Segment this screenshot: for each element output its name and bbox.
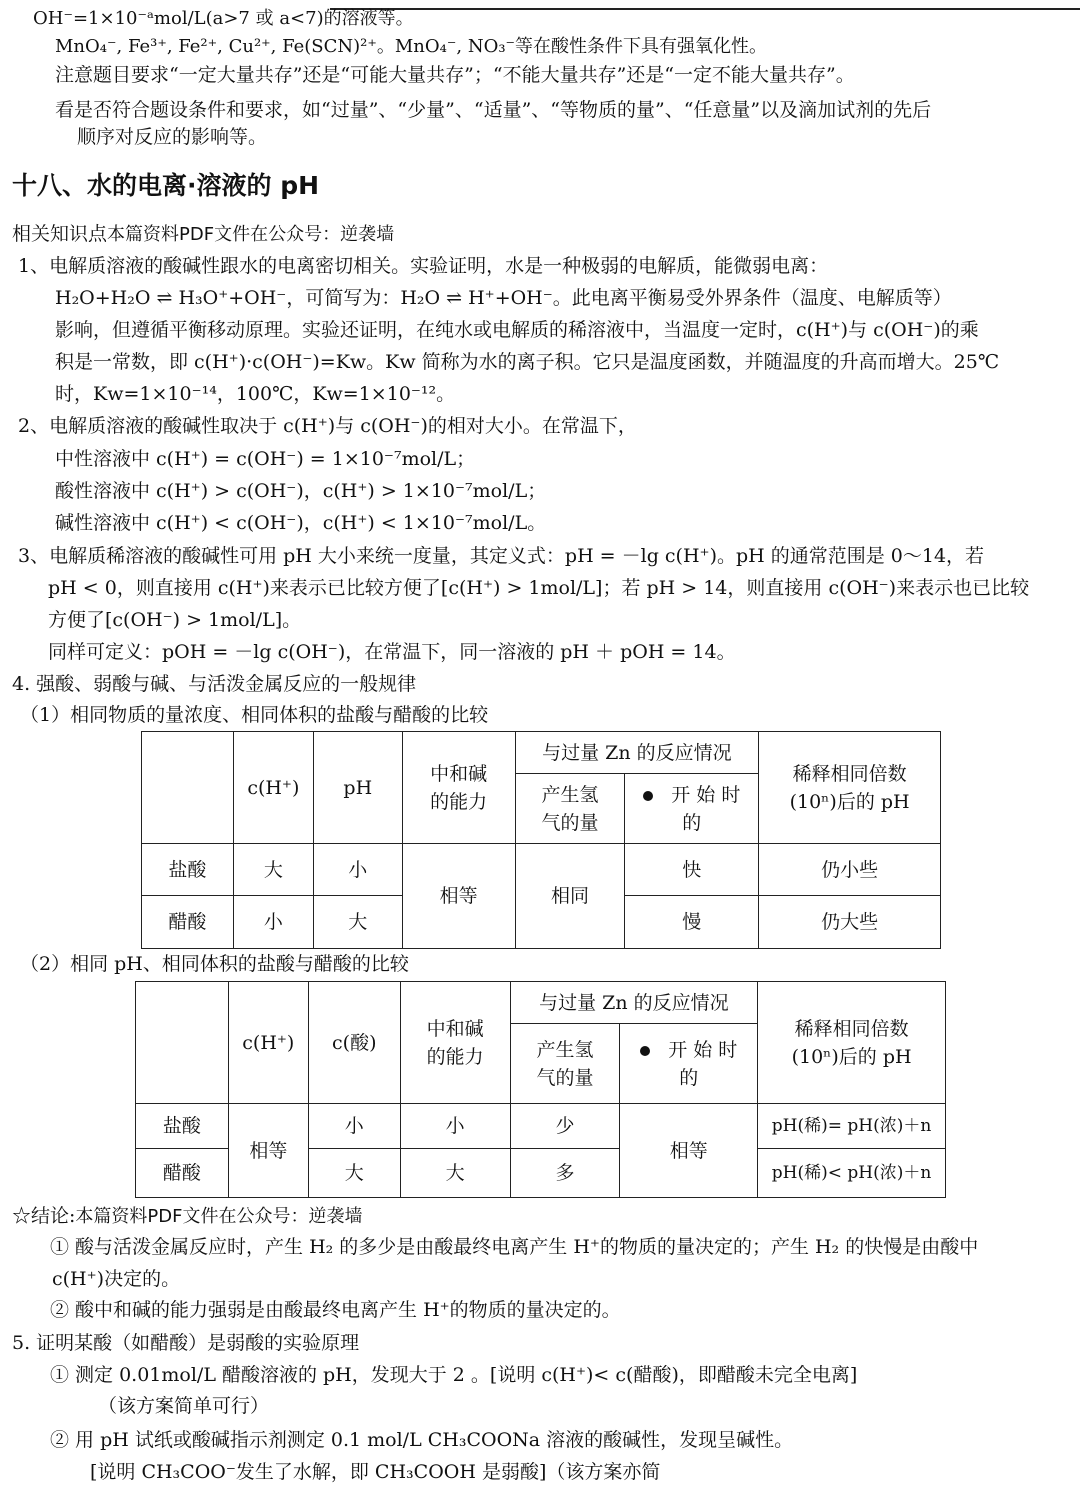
bullet-icon [640, 1046, 650, 1056]
t1-r2-ph: 大 [313, 896, 402, 949]
t2-h-dil: 稀释相同倍数 (10ⁿ)后的 pH [758, 982, 946, 1104]
t2-r2-acid: 大 [308, 1149, 400, 1198]
table1-caption: （1）相同物质的量浓度、相同体积的盐酸与醋酸的比较 [20, 704, 489, 726]
p1-line-2: H₂O+H₂O ⇌ H₃O⁺+OH⁻，可简写为：H₂O ⇌ H⁺+OH⁻。此电离平衡易受外界条件（温度、电解质等） [55, 287, 952, 309]
t1-r1-ph: 小 [313, 844, 402, 896]
section-title: 十八、水的电离·溶液的 pH [12, 171, 320, 200]
t2-corner-cell [136, 982, 229, 1104]
bullet-icon [643, 791, 653, 801]
t2-h-ch: c(H⁺) [228, 982, 308, 1104]
watermark-1: 本篇资料PDF文件在公众号：逆袭墙 [107, 224, 395, 245]
t2-h-zn: 与过量 Zn 的反应情况 [510, 982, 758, 1024]
t2-r2-neut: 大 [400, 1149, 510, 1198]
t2-h-acid: c(酸) [308, 982, 400, 1104]
watermark-2: 本篇资料PDF文件在公众号：逆袭墙 [75, 1206, 363, 1227]
top-line-5: 顺序对反应的影响等。 [77, 126, 268, 148]
p5-line-3: （该方案简单可行） [98, 1395, 270, 1417]
t2-m-ch: 相等 [228, 1104, 308, 1198]
p3-line-3: 方便了[c(OH⁻) > 1mol/L]。 [48, 609, 302, 631]
t1-m-h2: 相同 [515, 844, 625, 949]
t2-r1-h2: 少 [510, 1104, 620, 1149]
related-label: 相关知识点 [12, 223, 108, 245]
p2-line-4: 碱性溶液中 c(H⁺) < c(OH⁻)，c(H⁺) < 1×10⁻⁷mol/L。 [55, 512, 547, 534]
top-line-3: 注意题目要求“一定大量共存”还是“可能大量共存”；“不能大量共存”还是“一定不能大量共存”。 [55, 64, 855, 86]
conclusion-line-3: ② 酸中和碱的能力强弱是由酸最终电离产生 H⁺的物质的量决定的。 [50, 1299, 621, 1321]
t1-r1-dil: 仍小些 [759, 844, 941, 896]
t1-r1-name: 盐酸 [142, 844, 234, 896]
p2-line-2: 中性溶液中 c(H⁺) = c(OH⁻) = 1×10⁻⁷mol/L； [55, 448, 476, 470]
t1-h-ch: c(H⁺) [233, 732, 313, 844]
top-rule [330, 8, 1080, 10]
p2-line-3: 酸性溶液中 c(H⁺) > c(OH⁻)，c(H⁺) > 1×10⁻⁷mol/L； [55, 480, 547, 502]
conclusion-label: ☆结论: [12, 1205, 76, 1227]
p5-line-1: 5. 证明某酸（如醋酸）是弱酸的实验原理 [12, 1332, 360, 1354]
t1-m-neut: 相等 [402, 844, 515, 949]
t2-r2-h2: 多 [510, 1149, 620, 1198]
t2-r2-dil: pH(稀)< pH(浓)＋n [758, 1149, 946, 1198]
conclusion-line-2: c(H⁺)决定的。 [52, 1268, 181, 1290]
t1-r1-ch: 大 [233, 844, 313, 896]
p4-heading: 4. 强酸、弱酸与碱、与活泼金属反应的一般规律 [12, 673, 417, 695]
t1-h-neut: 中和碱 的能力 [402, 732, 515, 844]
t1-r1-start: 快 [625, 844, 759, 896]
p1-line-3: 影响，但遵循平衡移动原理。实验还证明，在纯水或电解质的稀溶液中，当温度一定时，c(H⁺)与 c(OH⁻)的乘 [55, 319, 979, 341]
t2-m-start: 相等 [620, 1104, 758, 1198]
p5-line-2: ① 测定 0.01mol/L 醋酸溶液的 pH，发现大于 2 。[说明 c(H⁺)< c(醋酸)，即醋酸未完全电离] [50, 1364, 858, 1386]
table2-caption: （2）相同 pH、相同体积的盐酸与醋酸的比较 [20, 953, 409, 975]
p5-line-5: [说明 CH₃COO⁻发生了水解，即 CH₃COOH 是弱酸]（该方案亦简 [90, 1461, 661, 1483]
t1-h-h2: 产生氢 气的量 [515, 774, 625, 844]
t1-h-dil: 稀释相同倍数 (10ⁿ)后的 pH [759, 732, 941, 844]
p1-line-4: 积是一常数，即 c(H⁺)·c(OH⁻)=Kw。Kw 简称为水的离子积。它只是温度函数，并随温度的升高而增大。25℃ [55, 351, 1000, 373]
t2-r2-name: 醋酸 [136, 1149, 229, 1198]
p3-line-1: 3、电解质稀溶液的酸碱性可用 pH 大小来统一度量，其定义式：pH = －lg c(H⁺)。pH 的通常范围是 0～14，若 [18, 545, 985, 567]
t1-h-zn: 与过量 Zn 的反应情况 [515, 732, 759, 774]
t1-corner-cell [142, 732, 234, 844]
t2-r1-neut: 小 [400, 1104, 510, 1149]
t2-h-h2: 产生氢 气的量 [510, 1024, 620, 1104]
t1-r2-dil: 仍大些 [759, 896, 941, 949]
p3-line-2: pH < 0，则直接用 c(H⁺)来表示已比较方便了[c(H⁺) > 1mol/L]；若 pH > 14，则直接用 c(OH⁻)来表示也已比较 [48, 577, 1030, 599]
t2-h-neut: 中和碱 的能力 [400, 982, 510, 1104]
t1-h-start: 开 始 时 的 [625, 774, 759, 844]
t2-r1-name: 盐酸 [136, 1104, 229, 1149]
t1-r2-start: 慢 [625, 896, 759, 949]
top-line-4: 看是否符合题设条件和要求，如“过量”、“少量”、“适量”、“等物质的量”、“任意量”以及滴加试剂的先后 [55, 99, 932, 121]
p5-line-4: ② 用 pH 试纸或酸碱指示剂测定 0.1 mol/L CH₃COONa 溶液的酸碱性，发现呈碱性。 [50, 1429, 794, 1451]
top-line-2: MnO₄⁻, Fe³⁺, Fe²⁺, Cu²⁺, Fe(SCN)²⁺。MnO₄⁻, NO₃⁻等在酸性条件下具有强氧化性。 [55, 36, 768, 57]
p2-line-1: 2、电解质溶液的酸碱性取决于 c(H⁺)与 c(OH⁻)的相对大小。在常温下， [18, 415, 637, 437]
p3-line-4: 同样可定义：pOH = －lg c(OH⁻)，在常温下，同一溶液的 pH ＋ pOH = 14。 [48, 641, 736, 663]
t2-r1-dil: pH(稀)= pH(浓)＋n [758, 1104, 946, 1149]
conclusion-line-1: ① 酸与活泼金属反应时，产生 H₂ 的多少是由酸最终电离产生 H⁺的物质的量决定的；产生 H₂ 的快慢是由酸中 [50, 1236, 979, 1258]
p1-line-5: 时，Kw=1×10⁻¹⁴，100℃，Kw=1×10⁻¹²。 [55, 383, 456, 405]
t1-h-ph: pH [313, 732, 402, 844]
table-2 [135, 981, 946, 1198]
table-1 [141, 731, 941, 949]
t2-r1-acid: 小 [308, 1104, 400, 1149]
p1-line-1: 1、电解质溶液的酸碱性跟水的电离密切相关。实验证明，水是一种极弱的电解质，能微弱电离： [18, 255, 829, 277]
t1-r2-name: 醋酸 [142, 896, 234, 949]
conclusion-heading [12, 1203, 362, 1230]
related-knowledge [12, 221, 394, 248]
top-line-1: OH⁻=1×10⁻ᵃmol/L(a>7 或 a<7)的溶液等。 [33, 8, 414, 29]
t1-r2-ch: 小 [233, 896, 313, 949]
t2-h-start: 开 始 时 的 [620, 1024, 758, 1104]
